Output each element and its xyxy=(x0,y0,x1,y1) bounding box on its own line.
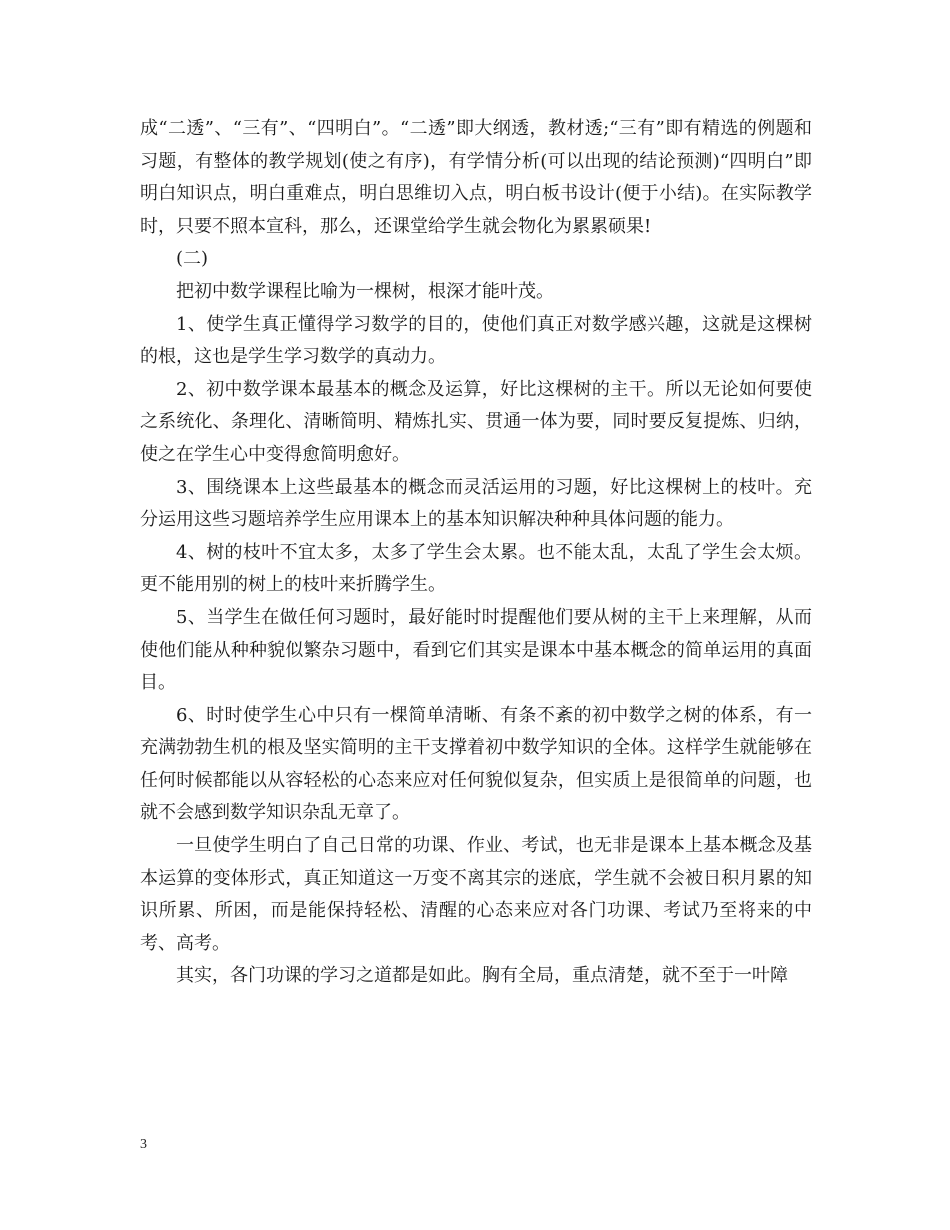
list-item: 4、树的枝叶不宜太多，太多了学生会太累。也不能太乱，太乱了学生会太烦。更不能用别的树上的枝叶来折腾学生。 xyxy=(140,541,812,596)
paragraph: 一旦使学生明白了自己日常的功课、作业、考试，也无非是课本上基本概念及基本运算的变体形式，真正知道这一万变不离其宗的迷底，学生就不会被日积月累的知识所累、所困，而是能保持轻松、清醒的心态来应对各门功课、考试乃至将来的中考、高考。 xyxy=(140,835,812,954)
list-item: 6、时时使学生心中只有一棵简单清晰、有条不紊的初中数学之树的体系，有一充满勃勃生机的根及坚实简明的主干支撑着初中数学知识的全体。这样学生就能够在任何时候都能以从容轻松的心态来应对任何貌似复杂，但实质上是很简单的问题，也就不会感到数学知识杂乱无章了。 xyxy=(140,704,812,824)
list-item: 2、初中数学课本最基本的概念及运算，好比这棵树的主干。所以无论如何要使之系统化、条理化、清晰简明、精炼扎实、贯通一体为要，同时要反复提炼、归纳，使之在学生心中变得愈简明愈好。 xyxy=(140,378,812,465)
paragraph: 其实，各门功课的学习之道都是如此。胸有全局，重点清楚，就不至于一叶障 xyxy=(176,965,788,987)
page-number: 3 xyxy=(140,1137,147,1152)
list-item: 3、围绕课本上这些最基本的概念而灵活运用的习题，好比这棵树上的枝叶。充分运用这些习题培养学生应用课本上的基本知识解决种种具体问题的能力。 xyxy=(140,476,812,531)
list-item: 1、使学生真正懂得学习数学的目的，使他们真正对数学感兴趣，这就是这棵树的根，这也是学生学习数学的真动力。 xyxy=(140,313,812,368)
section-heading: (二) xyxy=(176,248,209,270)
list-item: 5、当学生在做任何习题时，最好能时时提醒他们要从树的主干上来理解，从而使他们能从种种貌似繁杂习题中，看到它们其实是课本中基本概念的简单运用的真面目。 xyxy=(140,606,812,694)
paragraph: 把初中数学课程比喻为一棵树，根深才能叶茂。 xyxy=(176,280,554,302)
document-body xyxy=(140,113,812,993)
paragraph: 成“二透”、“三有”、“四明白”。“二透”即大纲透，教材透;“三有”即有精选的例题和习题，有整体的教学规划(使之有序)，有学情分析(可以出现的结论预测)“四明白”即明白知识点，明白重难点，明白思维切入点，明白板书设计(便于小结)。在实际教学时，只要不照本宣科，那么，还课堂给学生就会物化为累累硕果! xyxy=(140,118,812,237)
